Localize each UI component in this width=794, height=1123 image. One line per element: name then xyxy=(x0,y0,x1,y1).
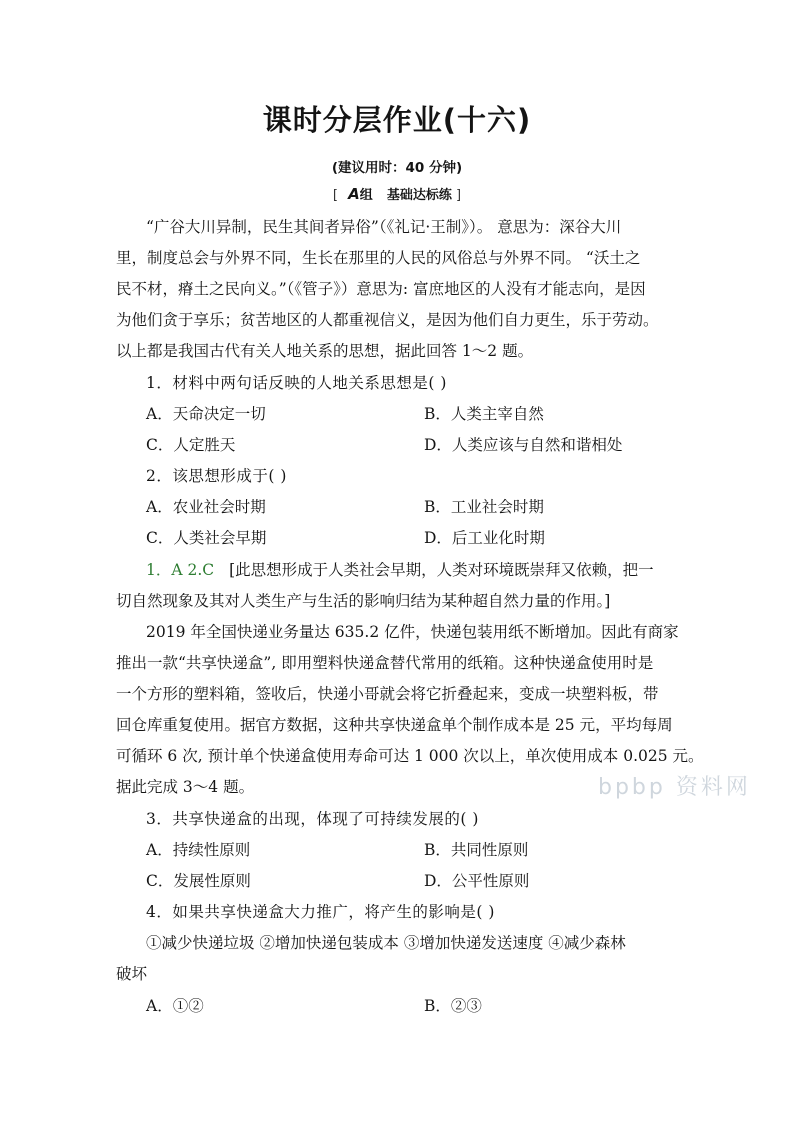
question-1-stem: 1．材料中两句话反映的人地关系思想是( ) xyxy=(146,374,447,392)
section-header xyxy=(0,184,794,203)
question-2-option-b: B．工业社会时期 xyxy=(424,498,544,516)
section-a-mark: A xyxy=(348,185,360,203)
question-3-stem: 3．共享快递盒的出现，体现了可持续发展的( ) xyxy=(146,810,479,828)
question-4-option-a: A．①② xyxy=(146,997,204,1015)
passage2-line: 推出一款“共享快递盒”, 即用塑料快递盒替代常用的纸箱。这种快递盒使用时是 xyxy=(116,654,654,672)
question-3-option-d: D．公平性原则 xyxy=(424,872,530,890)
passage1-line: 里，制度总会与外界不同，生长在那里的人民的风俗总与外界不同。 “沃土之 xyxy=(116,249,641,267)
question-1-option-c: C．人定胜天 xyxy=(146,436,236,454)
suggested-time: (建议用时：40 分钟) xyxy=(331,160,463,176)
page-title: 课时分层作业(十六) xyxy=(262,103,532,137)
question-3-option-b: B．共同性原则 xyxy=(424,841,529,859)
passage2-line: 一个方形的塑料箱，签收后，快递小哥就会将它折叠起来，变成一块塑料板，带 xyxy=(116,685,659,703)
question-2-option-a: A．农业社会时期 xyxy=(146,498,266,516)
section-open-bracket: [ xyxy=(332,188,338,203)
question-4-stem: 4．如果共享快递盒大力推广，将产生的影响是( ) xyxy=(146,903,495,921)
passage2-line: 回仓库重复使用。据官方数据，这种共享快递盒单个制作成本是 25 元，平均每周 xyxy=(116,716,673,734)
question-1-option-b: B．人类主宰自然 xyxy=(424,405,544,423)
question-1-option-a: A．天命决定一切 xyxy=(146,405,266,423)
question-3-option-c: C．发展性原则 xyxy=(146,872,251,890)
question-4-statements: ①减少快递垃圾 ②增加快递包装成本 ③增加快递发送速度 ④减少森林 xyxy=(146,934,626,952)
question-2-option-c: C．人类社会早期 xyxy=(146,529,267,547)
question-3-option-a: A．持续性原则 xyxy=(146,841,251,859)
question-2-stem: 2．该思想形成于( ) xyxy=(146,467,287,485)
answer-1-2 xyxy=(146,560,654,580)
passage2-line: 据此完成 3～4 题。 xyxy=(116,778,255,796)
passage2-line: 2019 年全国快递业务量达 635.2 亿件，快递包装用纸不断增加。因此有商家 xyxy=(146,623,679,641)
passage1-line: 以上都是我国古代有关人地关系的思想，据此回答 1～2 题。 xyxy=(116,342,534,360)
question-4-statements-cont: 破坏 xyxy=(116,965,148,983)
passage1-line: 民不材，瘠土之民向义。”（《管子》）意思为: 富庶地区的人没有才能志向，是因 xyxy=(116,280,646,298)
passage2-line: 可循环 6 次, 预计单个快递盒使用寿命可达 1 000 次以上，单次使用成本 0.025 元。 xyxy=(116,747,704,765)
section-name: 基础达标练 xyxy=(386,188,452,203)
answer-explanation-line2: 切自然现象及其对人类生产与生活的影响归结为某种超自然力量的作用。] xyxy=(116,592,611,610)
passage1-line: 为他们贪于享乐；贫苦地区的人都重视信义，是因为他们自力更生，乐于劳动。 xyxy=(116,311,659,329)
watermark: bpbp 资料网 xyxy=(598,775,751,800)
question-4-option-b: B．②③ xyxy=(424,997,482,1015)
answer-key: 1．A 2.C xyxy=(146,561,215,579)
section-group-label: 组 xyxy=(359,188,373,203)
passage1-line: “广谷大川异制，民生其间者异俗”（《礼记·王制》）。 意思为：深谷大川 xyxy=(146,218,622,236)
question-1-option-d: D．人类应该与自然和谐相处 xyxy=(424,436,623,454)
section-close-bracket: ] xyxy=(456,188,462,203)
question-2-option-d: D．后工业化时期 xyxy=(424,529,545,547)
answer-explanation-line1: [此思想形成于人类社会早期，人类对环境既崇拜又依赖，把一 xyxy=(229,561,654,579)
